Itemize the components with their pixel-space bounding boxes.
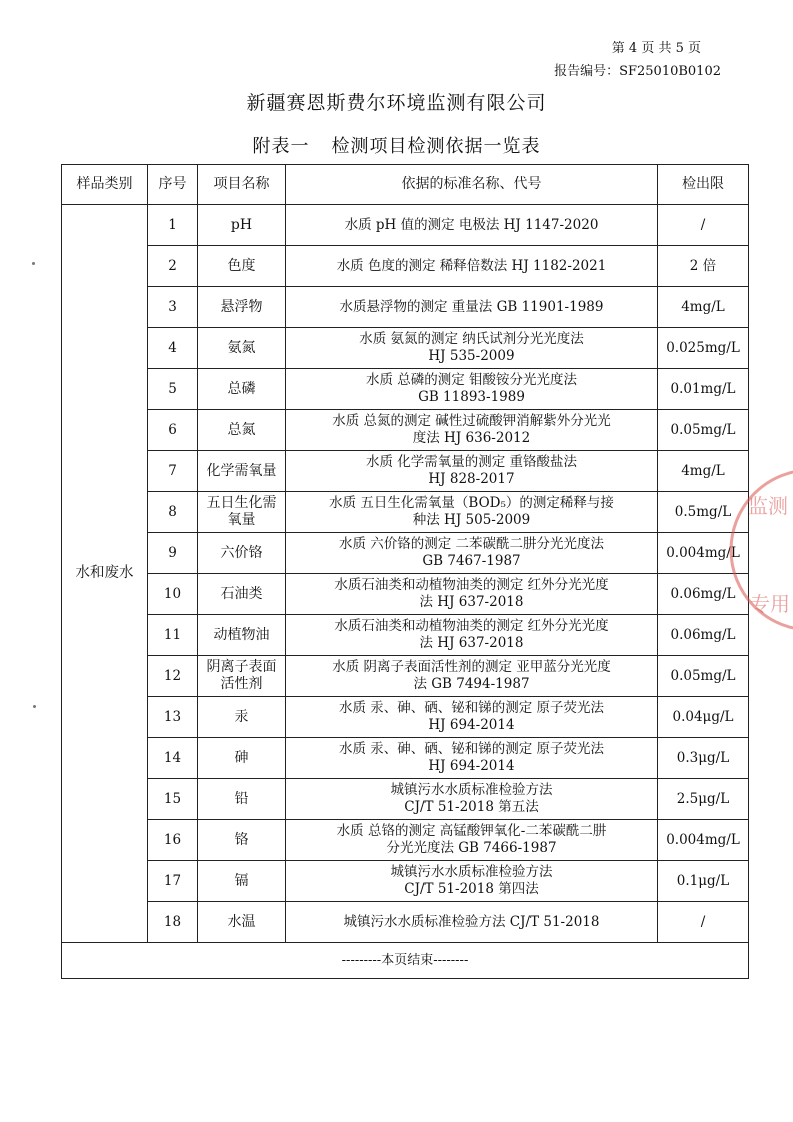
- standard-line: 水质石油类和动植物油类的测定 红外分光光度: [334, 618, 609, 634]
- item-name-line: 水温: [227, 913, 256, 930]
- item-name-cell: [198, 287, 286, 328]
- standard-line: 城镇污水水质标准检验方法: [390, 864, 553, 880]
- standard-line: 水质 化学需氧量的测定 重铬酸盐法: [365, 454, 578, 470]
- serial-number-cell: 1: [148, 205, 198, 246]
- standard-line: 水质 pH 值的测定 电极法 HJ 1147-2020: [344, 216, 599, 233]
- company-name: 新疆赛恩斯费尔环境监测有限公司: [246, 92, 547, 114]
- standard-line: 水质 总磷的测定 钼酸铵分光光度法: [365, 372, 578, 388]
- serial-number-cell: 10: [148, 574, 198, 615]
- standard-cell: [286, 492, 658, 533]
- serial-number-cell: 11: [148, 615, 198, 656]
- item-name-line: 镉: [234, 872, 249, 889]
- standard-cell: [286, 328, 658, 369]
- item-name-cell: [198, 779, 286, 820]
- item-name-cell: [198, 738, 286, 779]
- table-row: [62, 574, 749, 615]
- table-row: [62, 656, 749, 697]
- table-row: [62, 246, 749, 287]
- item-name-cell: [198, 205, 286, 246]
- item-name-line: 氨氮: [227, 339, 256, 356]
- item-name-line: 悬浮物: [220, 298, 263, 315]
- detection-limit-cell: 0.05mg/L: [658, 656, 749, 697]
- detection-limit-cell: 0.06mg/L: [658, 574, 749, 615]
- table-row: [62, 697, 749, 738]
- detection-limit-cell: 2.5μg/L: [658, 779, 749, 820]
- detection-limit-cell: 0.01mg/L: [658, 369, 749, 410]
- standard-line: 水质 总铬的测定 高锰酸钾氧化-二苯碳酰二肼: [336, 823, 607, 839]
- serial-number-cell: 17: [148, 861, 198, 902]
- standard-cell: [286, 656, 658, 697]
- item-name-line: 铅: [234, 790, 249, 807]
- standard-line: 法 HJ 637-2018: [419, 594, 524, 610]
- detection-limit-cell: /: [658, 902, 749, 943]
- table-title: [0, 132, 793, 158]
- standard-line: 水质 汞、砷、硒、铋和锑的测定 原子荧光法: [338, 741, 605, 757]
- detection-limit-cell: 0.004mg/L: [658, 533, 749, 574]
- standard-line: 城镇污水水质标准检验方法 CJ/T 51-2018: [343, 913, 600, 930]
- item-name-line: 氧量: [227, 512, 256, 528]
- detection-limit-cell: 0.025mg/L: [658, 328, 749, 369]
- seal-stamp: [726, 440, 793, 740]
- table-row: [62, 451, 749, 492]
- table-body: [62, 205, 749, 943]
- standard-cell: [286, 902, 658, 943]
- table-row: [62, 861, 749, 902]
- header-serial-number: 序号: [148, 165, 198, 205]
- standard-line: 水质 六价铬的测定 二苯碳酰二肼分光光度法: [338, 536, 605, 552]
- standard-line: 度法 HJ 636-2012: [412, 430, 531, 446]
- appendix-title: 检测项目检测依据一览表: [331, 136, 541, 157]
- item-name-cell: [198, 246, 286, 287]
- item-name-line: 化学需氧量: [206, 462, 277, 479]
- standard-cell: [286, 533, 658, 574]
- standard-line: HJ 828-2017: [428, 471, 515, 487]
- detection-limit-cell: 0.3μg/L: [658, 738, 749, 779]
- table-row: [62, 287, 749, 328]
- serial-number-cell: 15: [148, 779, 198, 820]
- table-row: [62, 820, 749, 861]
- standard-line: GB 11893-1989: [418, 389, 525, 405]
- scan-dot: [32, 262, 35, 265]
- standard-cell: [286, 451, 658, 492]
- serial-number-cell: 14: [148, 738, 198, 779]
- standard-line: 水质石油类和动植物油类的测定 红外分光光度: [334, 577, 609, 593]
- page-end-marker: ---------本页结束--------: [62, 943, 749, 979]
- standard-line: CJ/T 51-2018 第四法: [404, 881, 539, 897]
- serial-number-cell: 4: [148, 328, 198, 369]
- table-row: [62, 615, 749, 656]
- standard-line: 水质 汞、砷、硒、铋和锑的测定 原子荧光法: [338, 700, 605, 716]
- item-name-line: 活性剂: [220, 676, 263, 692]
- serial-number-cell: 5: [148, 369, 198, 410]
- item-name-cell: [198, 656, 286, 697]
- item-name-line: pH: [230, 216, 253, 233]
- item-name-line: 五日生化需: [206, 495, 277, 511]
- standard-cell: [286, 410, 658, 451]
- item-name-cell: [198, 820, 286, 861]
- detection-limit-cell: 0.05mg/L: [658, 410, 749, 451]
- item-name-cell: [198, 410, 286, 451]
- item-name-line: 六价铬: [220, 544, 263, 561]
- standard-line: 法 GB 7494-1987: [413, 676, 530, 692]
- detection-limit-cell: 0.5mg/L: [658, 492, 749, 533]
- standard-cell: [286, 574, 658, 615]
- item-name-cell: [198, 492, 286, 533]
- standard-line: GB 7467-1987: [422, 553, 521, 569]
- standard-cell: [286, 738, 658, 779]
- serial-number-cell: 12: [148, 656, 198, 697]
- standard-line: 水质 色度的测定 稀释倍数法 HJ 1182-2021: [336, 257, 607, 274]
- header-detection-limit: 检出限: [658, 165, 749, 205]
- table-row: [62, 902, 749, 943]
- page-number: 第 4 页 共 5 页: [611, 41, 701, 56]
- table-header-row: [62, 165, 749, 205]
- table-row: [62, 738, 749, 779]
- appendix-label: 附表一: [252, 136, 310, 157]
- detection-limit-cell: /: [658, 205, 749, 246]
- report-number: 报告编号：SF25010B0102: [554, 64, 721, 79]
- scan-dot: [33, 705, 36, 708]
- item-name-cell: [198, 902, 286, 943]
- item-name-cell: [198, 451, 286, 492]
- standard-cell: [286, 697, 658, 738]
- header-standard: 依据的标准名称、代号: [286, 165, 658, 205]
- item-name-cell: [198, 533, 286, 574]
- stamp-text-1: 监测: [748, 494, 788, 518]
- detection-limit-cell: 4mg/L: [658, 287, 749, 328]
- sample-category-cell: 水和废水: [62, 205, 148, 943]
- standard-cell: [286, 779, 658, 820]
- table-row: [62, 369, 749, 410]
- item-name-line: 汞: [234, 708, 249, 725]
- item-name-line: 总氮: [227, 421, 256, 438]
- standard-line: 水质 五日生化需氧量（BOD₅）的测定稀释与接: [329, 495, 614, 511]
- item-name-cell: [198, 697, 286, 738]
- header-item-name: 项目名称: [198, 165, 286, 205]
- standard-cell: [286, 861, 658, 902]
- item-name-line: 砷: [234, 749, 249, 766]
- standard-line: 城镇污水水质标准检验方法: [390, 782, 553, 798]
- item-name-cell: [198, 328, 286, 369]
- serial-number-cell: 2: [148, 246, 198, 287]
- standard-line: 分光光度法 GB 7466-1987: [386, 840, 557, 856]
- serial-number-cell: 3: [148, 287, 198, 328]
- standard-line: 水质 阴离子表面活性剂的测定 亚甲蓝分光光度: [332, 659, 611, 675]
- detection-limit-cell: 0.004mg/L: [658, 820, 749, 861]
- item-name-line: 动植物油: [213, 626, 270, 643]
- serial-number-cell: 7: [148, 451, 198, 492]
- item-name-line: 阴离子表面: [206, 659, 277, 675]
- table-row: [62, 492, 749, 533]
- serial-number-cell: 8: [148, 492, 198, 533]
- item-name-line: 石油类: [220, 585, 263, 602]
- item-name-line: 色度: [227, 257, 256, 274]
- table-footer-row: [62, 943, 749, 979]
- detection-basis-table: [61, 164, 749, 979]
- standard-cell: [286, 369, 658, 410]
- item-name-cell: [198, 369, 286, 410]
- item-name-cell: [198, 861, 286, 902]
- standard-line: 水质 氨氮的测定 纳氏试剂分光光度法: [359, 331, 584, 347]
- standard-cell: [286, 287, 658, 328]
- detection-limit-cell: 0.04μg/L: [658, 697, 749, 738]
- serial-number-cell: 9: [148, 533, 198, 574]
- item-name-line: 总磷: [227, 380, 256, 397]
- table-row: [62, 533, 749, 574]
- standard-cell: [286, 246, 658, 287]
- stamp-text-2: 专用: [750, 592, 790, 616]
- detection-limit-cell: 2 倍: [658, 246, 749, 287]
- detection-limit-cell: 0.1μg/L: [658, 861, 749, 902]
- standard-line: 种法 HJ 505-2009: [412, 512, 531, 528]
- standard-cell: [286, 615, 658, 656]
- header-sample-category: 样品类别: [62, 165, 148, 205]
- standard-line: HJ 694-2014: [428, 758, 515, 774]
- standard-line: 法 HJ 637-2018: [419, 635, 524, 651]
- table-row: [62, 410, 749, 451]
- item-name-cell: [198, 574, 286, 615]
- standard-cell: [286, 205, 658, 246]
- standard-line: CJ/T 51-2018 第五法: [404, 799, 539, 815]
- standard-line: HJ 694-2014: [428, 717, 515, 733]
- serial-number-cell: 13: [148, 697, 198, 738]
- item-name-cell: [198, 615, 286, 656]
- table-row: [62, 779, 749, 820]
- serial-number-cell: 6: [148, 410, 198, 451]
- standard-line: 水质悬浮物的测定 重量法 GB 11901-1989: [339, 298, 604, 315]
- standard-line: 水质 总氮的测定 碱性过硫酸钾消解紫外分光光: [332, 413, 611, 429]
- detection-limit-cell: 4mg/L: [658, 451, 749, 492]
- standard-cell: [286, 820, 658, 861]
- serial-number-cell: 16: [148, 820, 198, 861]
- standard-line: HJ 535-2009: [428, 348, 515, 364]
- table-row: [62, 328, 749, 369]
- table-row: [62, 205, 749, 246]
- serial-number-cell: 18: [148, 902, 198, 943]
- item-name-line: 铬: [234, 831, 249, 848]
- detection-limit-cell: 0.06mg/L: [658, 615, 749, 656]
